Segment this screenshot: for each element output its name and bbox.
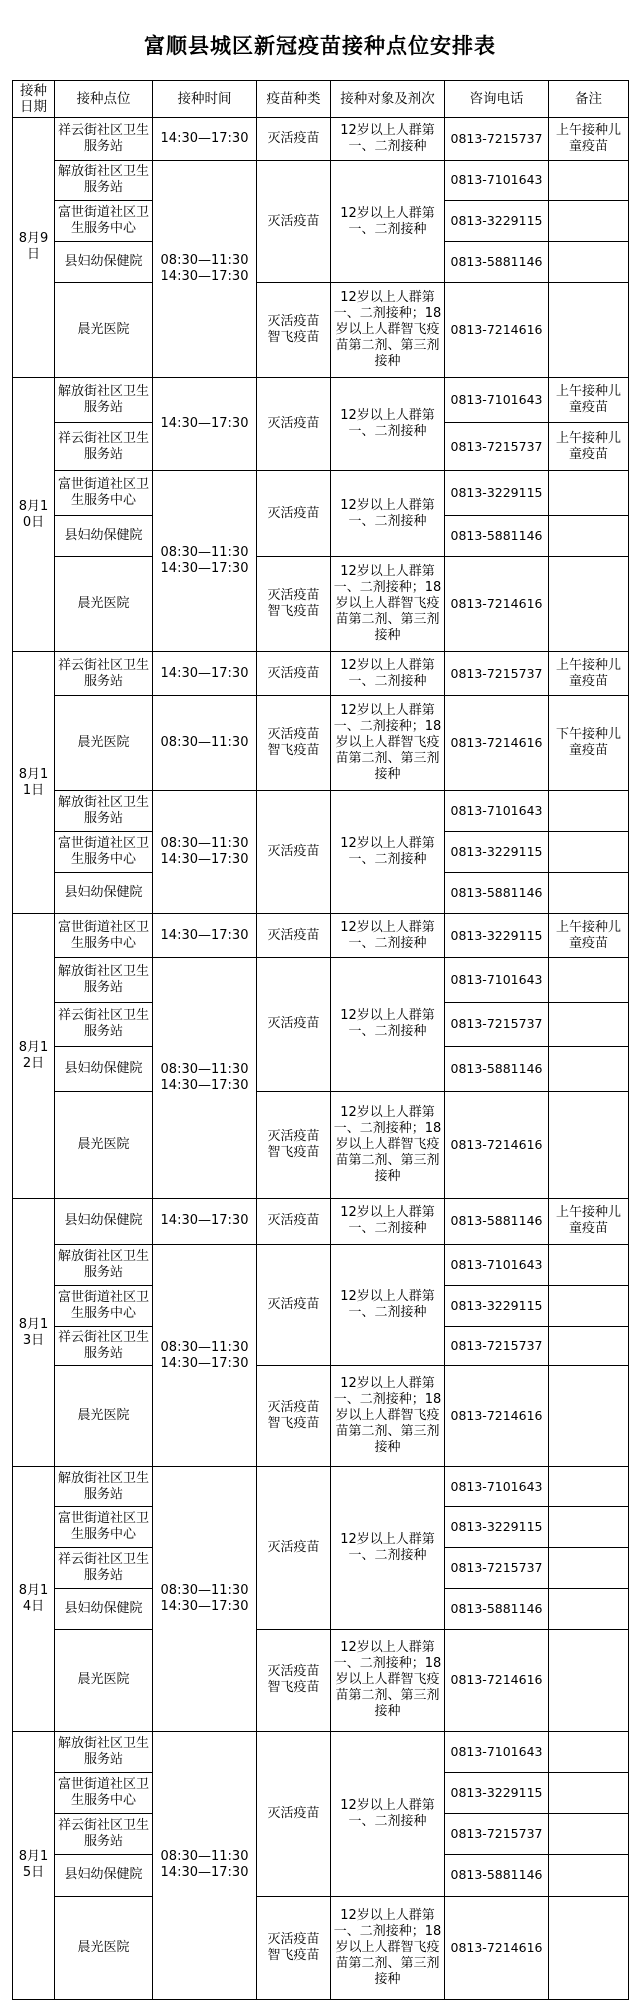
time-cell: 14:30—17:30 xyxy=(153,1199,257,1244)
phone-cell: 0813-7214616 xyxy=(445,1896,549,1999)
phone-cell: 0813-7214616 xyxy=(445,695,549,790)
vaccine-cell: 灭活疫苗 智飞疫苗 xyxy=(257,1896,331,1999)
phone-cell: 0813-7101643 xyxy=(445,161,549,200)
table-row xyxy=(13,1467,629,1506)
note-cell: 上午接种儿童疫苗 xyxy=(549,423,629,470)
site-cell: 富世街道社区卫生服务中心 xyxy=(55,1772,153,1813)
note-cell xyxy=(549,1327,629,1366)
header-vaccine: 疫苗种类 xyxy=(257,81,331,118)
time-cell: 08:30—11:30 14:30—17:30 xyxy=(153,790,257,914)
table-row xyxy=(13,470,629,515)
phone-cell: 0813-3229115 xyxy=(445,1772,549,1813)
site-cell: 祥云街社区卫生服务站 xyxy=(55,1003,153,1046)
date-cell: 8月13日 xyxy=(13,1199,55,1467)
table-row xyxy=(13,695,629,790)
table-row xyxy=(13,1091,629,1198)
note-cell xyxy=(549,470,629,515)
site-cell: 富世街道社区卫生服务中心 xyxy=(55,1285,153,1326)
phone-cell: 0813-7101643 xyxy=(445,957,549,1002)
table-row xyxy=(13,1630,629,1731)
vaccine-cell: 灭活疫苗 xyxy=(257,377,331,470)
vaccination-schedule-table xyxy=(12,80,629,2000)
site-cell: 祥云街社区卫生服务站 xyxy=(55,652,153,695)
target-cell: 12岁以上人群第一、二剂接种 xyxy=(331,1731,445,1896)
target-cell: 12岁以上人群第一、二剂接种 xyxy=(331,1467,445,1630)
table-row xyxy=(13,1199,629,1244)
phone-cell: 0813-7214616 xyxy=(445,1630,549,1731)
note-cell xyxy=(549,200,629,241)
time-cell: 08:30—11:30 xyxy=(153,695,257,790)
site-cell: 县妇幼保健院 xyxy=(55,1199,153,1244)
header-note: 备注 xyxy=(549,81,629,118)
note-cell xyxy=(549,1814,629,1855)
time-cell: 08:30—11:30 14:30—17:30 xyxy=(153,957,257,1198)
phone-cell: 0813-7101643 xyxy=(445,790,549,831)
vaccine-cell: 灭活疫苗 xyxy=(257,1244,331,1366)
site-cell: 祥云街社区卫生服务站 xyxy=(55,1547,153,1588)
note-cell xyxy=(549,957,629,1002)
target-cell: 12岁以上人群第一、二剂接种 xyxy=(331,1199,445,1244)
target-cell: 12岁以上人群第一、二剂接种；18岁以上人群智飞疫苗第二剂、第三剂接种 xyxy=(331,283,445,378)
phone-cell: 0813-7214616 xyxy=(445,1366,549,1467)
note-cell xyxy=(549,1091,629,1198)
phone-cell: 0813-3229115 xyxy=(445,831,549,872)
table-row xyxy=(13,957,629,1002)
note-cell xyxy=(549,831,629,872)
note-cell xyxy=(549,557,629,652)
note-cell xyxy=(549,1589,629,1630)
vaccine-cell: 灭活疫苗 xyxy=(257,1199,331,1244)
phone-cell: 0813-7215737 xyxy=(445,423,549,470)
phone-cell: 0813-3229115 xyxy=(445,914,549,957)
phone-cell: 0813-5881146 xyxy=(445,241,549,282)
time-cell: 14:30—17:30 xyxy=(153,118,257,161)
site-cell: 解放街社区卫生服务站 xyxy=(55,161,153,200)
phone-cell: 0813-5881146 xyxy=(445,1855,549,1896)
phone-cell: 0813-3229115 xyxy=(445,200,549,241)
header-target: 接种对象及剂次 xyxy=(331,81,445,118)
site-cell: 富世街道社区卫生服务中心 xyxy=(55,470,153,515)
time-cell: 14:30—17:30 xyxy=(153,377,257,470)
note-cell xyxy=(549,1046,629,1091)
vaccine-cell: 灭活疫苗 xyxy=(257,118,331,161)
phone-cell: 0813-7214616 xyxy=(445,557,549,652)
phone-cell: 0813-7215737 xyxy=(445,1003,549,1046)
vaccine-cell: 灭活疫苗 xyxy=(257,470,331,557)
table-row xyxy=(13,1896,629,1999)
target-cell: 12岁以上人群第一、二剂接种；18岁以上人群智飞疫苗第二剂、第三剂接种 xyxy=(331,1091,445,1198)
target-cell: 12岁以上人群第一、二剂接种；18岁以上人群智飞疫苗第二剂、第三剂接种 xyxy=(331,695,445,790)
target-cell: 12岁以上人群第一、二剂接种 xyxy=(331,957,445,1091)
note-cell: 上午接种儿童疫苗 xyxy=(549,1199,629,1244)
note-cell xyxy=(549,1244,629,1285)
table-row xyxy=(13,914,629,957)
site-cell: 晨光医院 xyxy=(55,557,153,652)
header-phone: 咨询电话 xyxy=(445,81,549,118)
site-cell: 富世街道社区卫生服务中心 xyxy=(55,914,153,957)
time-cell: 08:30—11:30 14:30—17:30 xyxy=(153,1731,257,1999)
target-cell: 12岁以上人群第一、二剂接种 xyxy=(331,790,445,914)
vaccine-cell: 灭活疫苗 xyxy=(257,1731,331,1896)
time-cell: 14:30—17:30 xyxy=(153,652,257,695)
table-row xyxy=(13,1244,629,1285)
target-cell: 12岁以上人群第一、二剂接种 xyxy=(331,118,445,161)
site-cell: 晨光医院 xyxy=(55,1366,153,1467)
target-cell: 12岁以上人群第一、二剂接种；18岁以上人群智飞疫苗第二剂、第三剂接种 xyxy=(331,1366,445,1467)
date-cell: 8月9日 xyxy=(13,118,55,378)
phone-cell: 0813-7215737 xyxy=(445,118,549,161)
note-cell xyxy=(549,1896,629,1999)
vaccine-cell: 灭活疫苗 xyxy=(257,161,331,283)
table-row xyxy=(13,652,629,695)
date-cell: 8月14日 xyxy=(13,1467,55,1731)
note-cell: 上午接种儿童疫苗 xyxy=(549,914,629,957)
note-cell xyxy=(549,1731,629,1772)
phone-cell: 0813-5881146 xyxy=(445,516,549,557)
site-cell: 祥云街社区卫生服务站 xyxy=(55,1814,153,1855)
phone-cell: 0813-7215737 xyxy=(445,1327,549,1366)
vaccine-cell: 灭活疫苗 xyxy=(257,957,331,1091)
target-cell: 12岁以上人群第一、二剂接种 xyxy=(331,1244,445,1366)
time-cell: 08:30—11:30 14:30—17:30 xyxy=(153,1467,257,1731)
table-row xyxy=(13,161,629,200)
note-cell: 下午接种儿童疫苗 xyxy=(549,695,629,790)
note-cell xyxy=(549,790,629,831)
site-cell: 县妇幼保健院 xyxy=(55,1046,153,1091)
date-cell: 8月10日 xyxy=(13,377,55,651)
table-row xyxy=(13,1366,629,1467)
site-cell: 祥云街社区卫生服务站 xyxy=(55,118,153,161)
date-cell: 8月11日 xyxy=(13,652,55,914)
note-cell xyxy=(549,1285,629,1326)
note-cell xyxy=(549,1366,629,1467)
header-site: 接种点位 xyxy=(55,81,153,118)
note-cell xyxy=(549,873,629,914)
vaccine-cell: 灭活疫苗 智飞疫苗 xyxy=(257,557,331,652)
phone-cell: 0813-7214616 xyxy=(445,1091,549,1198)
site-cell: 晨光医院 xyxy=(55,283,153,378)
phone-cell: 0813-5881146 xyxy=(445,1589,549,1630)
site-cell: 解放街社区卫生服务站 xyxy=(55,1731,153,1772)
target-cell: 12岁以上人群第一、二剂接种；18岁以上人群智飞疫苗第二剂、第三剂接种 xyxy=(331,1630,445,1731)
date-cell: 8月15日 xyxy=(13,1731,55,1999)
site-cell: 富世街道社区卫生服务中心 xyxy=(55,1506,153,1547)
table-row xyxy=(13,557,629,652)
phone-cell: 0813-7215737 xyxy=(445,652,549,695)
time-cell: 08:30—11:30 14:30—17:30 xyxy=(153,470,257,652)
site-cell: 解放街社区卫生服务站 xyxy=(55,1244,153,1285)
site-cell: 解放街社区卫生服务站 xyxy=(55,957,153,1002)
table-row xyxy=(13,1731,629,1772)
site-cell: 县妇幼保健院 xyxy=(55,516,153,557)
time-cell: 08:30—11:30 14:30—17:30 xyxy=(153,1244,257,1467)
vaccine-cell: 灭活疫苗 xyxy=(257,652,331,695)
phone-cell: 0813-7101643 xyxy=(445,1244,549,1285)
vaccine-cell: 灭活疫苗 xyxy=(257,790,331,914)
target-cell: 12岁以上人群第一、二剂接种 xyxy=(331,161,445,283)
site-cell: 晨光医院 xyxy=(55,1896,153,1999)
note-cell: 上午接种儿童疫苗 xyxy=(549,118,629,161)
phone-cell: 0813-7215737 xyxy=(445,1547,549,1588)
table-row xyxy=(13,790,629,831)
site-cell: 富世街道社区卫生服务中心 xyxy=(55,200,153,241)
header-time: 接种时间 xyxy=(153,81,257,118)
note-cell xyxy=(549,1855,629,1896)
phone-cell: 0813-7101643 xyxy=(445,1467,549,1506)
site-cell: 解放街社区卫生服务站 xyxy=(55,790,153,831)
vaccine-cell: 灭活疫苗 智飞疫苗 xyxy=(257,1091,331,1198)
vaccine-cell: 灭活疫苗 智飞疫苗 xyxy=(257,695,331,790)
vaccine-cell: 灭活疫苗 智飞疫苗 xyxy=(257,283,331,378)
target-cell: 12岁以上人群第一、二剂接种；18岁以上人群智飞疫苗第二剂、第三剂接种 xyxy=(331,1896,445,1999)
vaccine-cell: 灭活疫苗 智飞疫苗 xyxy=(257,1630,331,1731)
header-row xyxy=(13,81,629,118)
target-cell: 12岁以上人群第一、二剂接种；18岁以上人群智飞疫苗第二剂、第三剂接种 xyxy=(331,557,445,652)
note-cell xyxy=(549,1003,629,1046)
site-cell: 祥云街社区卫生服务站 xyxy=(55,423,153,470)
note-cell xyxy=(549,1772,629,1813)
note-cell xyxy=(549,1630,629,1731)
phone-cell: 0813-7101643 xyxy=(445,1731,549,1772)
vaccine-cell: 灭活疫苗 智飞疫苗 xyxy=(257,1366,331,1467)
note-cell xyxy=(549,1547,629,1588)
time-cell: 14:30—17:30 xyxy=(153,914,257,957)
site-cell: 晨光医院 xyxy=(55,1091,153,1198)
phone-cell: 0813-3229115 xyxy=(445,470,549,515)
site-cell: 县妇幼保健院 xyxy=(55,873,153,914)
phone-cell: 0813-7214616 xyxy=(445,283,549,378)
note-cell: 上午接种儿童疫苗 xyxy=(549,652,629,695)
site-cell: 解放街社区卫生服务站 xyxy=(55,377,153,422)
note-cell xyxy=(549,161,629,200)
vaccine-cell: 灭活疫苗 xyxy=(257,914,331,957)
note-cell xyxy=(549,283,629,378)
table-row xyxy=(13,283,629,378)
target-cell: 12岁以上人群第一、二剂接种 xyxy=(331,914,445,957)
table-row xyxy=(13,377,629,422)
target-cell: 12岁以上人群第一、二剂接种 xyxy=(331,652,445,695)
phone-cell: 0813-5881146 xyxy=(445,1199,549,1244)
phone-cell: 0813-5881146 xyxy=(445,873,549,914)
phone-cell: 0813-3229115 xyxy=(445,1506,549,1547)
site-cell: 晨光医院 xyxy=(55,695,153,790)
note-cell: 上午接种儿童疫苗 xyxy=(549,377,629,422)
phone-cell: 0813-5881146 xyxy=(445,1046,549,1091)
note-cell xyxy=(549,1506,629,1547)
site-cell: 富世街道社区卫生服务中心 xyxy=(55,831,153,872)
site-cell: 县妇幼保健院 xyxy=(55,1589,153,1630)
phone-cell: 0813-7101643 xyxy=(445,377,549,422)
document-title: 富顺县城区新冠疫苗接种点位安排表 xyxy=(144,33,496,58)
phone-cell: 0813-7215737 xyxy=(445,1814,549,1855)
site-cell: 县妇幼保健院 xyxy=(55,1855,153,1896)
header-date: 接种日期 xyxy=(13,81,55,118)
date-cell: 8月12日 xyxy=(13,914,55,1199)
time-cell: 08:30—11:30 14:30—17:30 xyxy=(153,161,257,378)
site-cell: 晨光医院 xyxy=(55,1630,153,1731)
vaccine-cell: 灭活疫苗 xyxy=(257,1467,331,1630)
target-cell: 12岁以上人群第一、二剂接种 xyxy=(331,470,445,557)
note-cell xyxy=(549,1467,629,1506)
site-cell: 解放街社区卫生服务站 xyxy=(55,1467,153,1506)
note-cell xyxy=(549,516,629,557)
phone-cell: 0813-3229115 xyxy=(445,1285,549,1326)
target-cell: 12岁以上人群第一、二剂接种 xyxy=(331,377,445,470)
table-row xyxy=(13,118,629,161)
note-cell xyxy=(549,241,629,282)
site-cell: 祥云街社区卫生服务站 xyxy=(55,1327,153,1366)
site-cell: 县妇幼保健院 xyxy=(55,241,153,282)
